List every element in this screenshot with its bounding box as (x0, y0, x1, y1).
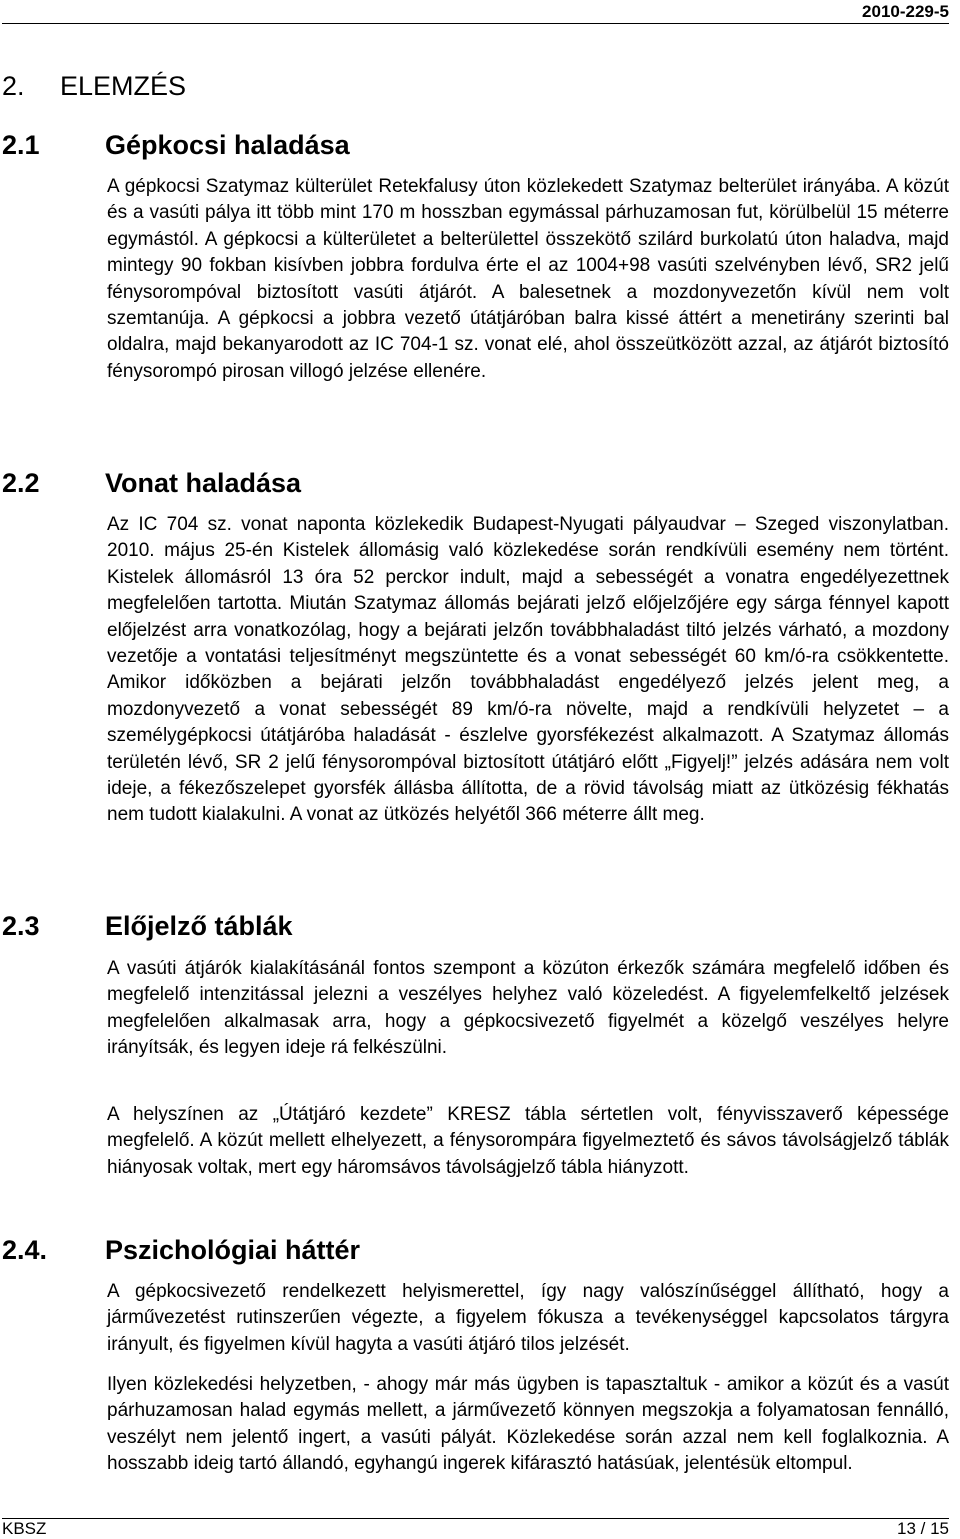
section-2-3-paragraph-1: A vasúti átjárók kialakításánál fontos szempont a közúton érkezők számára megfelelő időben és megfelelő intenzitással jelezni a veszélyes helyhez való közeledést. A figyelemfelkeltő jelzések megfelelően alkalmasak arra, hogy a gépkocsivezető figyelmét a közelgő veszélyes helyre irányítsák, és legyen ideje rá felkészülni. (107, 958, 949, 1059)
chapter-heading (2, 66, 186, 106)
section-number: 2.2 (2, 468, 40, 498)
page-number: 13 / 15 (897, 1519, 949, 1538)
section-heading-2-4 (2, 1232, 360, 1268)
section-2-3-paragraph-2: A helyszínen az „Útátjáró kezdete” KRESZ tábla sértetlen volt, fényvisszaverő képessége megfelelő. A közút mellett elhelyezett, a fénysorompára figyelmeztető és sávos távolságjelző táblák hiányosak voltak, mert egy háromsávos távolságjelző tábla hiányzott. (107, 1104, 949, 1178)
section-number: 2.1 (2, 130, 40, 160)
section-title: Pszichológiai háttér (105, 1235, 361, 1265)
section-heading-2-2 (2, 465, 301, 501)
section-title: Gépkocsi haladása (105, 130, 350, 160)
section-title: Vonat haladása (105, 468, 302, 498)
section-number: 2.3 (2, 911, 40, 941)
footer-organization: KBSZ (2, 1519, 47, 1538)
document-id: 2010-229-5 (862, 2, 949, 21)
section-number: 2.4. (2, 1235, 48, 1265)
chapter-number: 2. (2, 71, 25, 101)
header-divider (2, 23, 949, 24)
section-2-4-paragraph-2: Ilyen közlekedési helyzetben, - ahogy már más ügyben is tapasztaltuk - amikor a közút és a vasút párhuzamosan halad egymás mellett, a járművezető könnyen megszokja a folyamatosan fennálló, veszélyt nem jelentő ingert, a vasúti pályát. Közlekedése során azzal nem kell foglalkoznia. A hosszabb ideig tartó állandó, egyhangú ingerek kifárasztó hatásúak, jelentésük eltompul. (107, 1374, 949, 1475)
section-heading-2-3 (2, 908, 293, 944)
section-2-1-paragraph: A gépkocsi Szatymaz külterület Retekfalusy úton közlekedett Szatymaz belterület irányába. A közút és a vasúti pálya itt több mint 170 m hosszban egymással párhuzamosan fut, körülbelül 15 méterre egymástól. A gépkocsi a külterületet a belterülettel összekötő szilárd burkolatú úton haladva, majd mintegy 90 fokban kisívben jobbra fordulva érte el az 1004+98 vasúti szelvényben lévő, SR2 jelű fénysorompóval biztosított vasúti átjárót. A balesetnek a mozdonyvezetőn kívül nem volt szemtanúja. A gépkocsi a jobbra vezető útátjáróban balra kissé áttért a menetirány szerinti bal oldalra, majd bekanyarodott az IC 704-1 sz. vonat elé, ahol összeütközött azzal, az átjárót biztosító fénysorompó pirosan villogó jelzése ellenére. (107, 176, 949, 382)
section-title: Előjelző táblák (105, 911, 293, 941)
section-heading-2-1 (2, 127, 350, 163)
section-2-4-paragraph-1: A gépkocsivezető rendelkezett helyismerettel, így nagy valószínűséggel állítható, hogy a járművezetést rutinszerűen végezte, a figyelem fókusza a tevékenységgel kapcsolatos tárgyra irányult, és figyelmen kívül hagyta a vasúti átjáró tilos jelzését. (107, 1281, 949, 1355)
section-2-2-paragraph: Az IC 704 sz. vonat naponta közlekedik Budapest-Nyugati pályaudvar – Szeged viszonylatban. 2010. május 25-én Kistelek állomásig való közlekedése során rendkívüli esemény nem történt. Kistelek állomásról 13 óra 52 perckor indult, majd a sebességét a vonatra engedélyezettnek megfelelően tartotta. Miután Szatymaz állomás bejárati jelző előjelzőjére egy sárga fénnyel kapott előjelzést arra vonatkozólag, hogy a bejárati jelzőn továbbhaladást tiltó jelzés várható, a mozdony vezetője a vontatási teljesítményt megszüntette és a vonat sebességét 60 km/ó-ra csökkentette. Amikor időközben a bejárati jelzőn továbbhaladást engedélyező jelzés jelent meg, a mozdonyvezető a vonat sebességét 89 km/ó-ra növelte, majd a rendkívüli helyzetet – a személygépkocsi útátjáróba haladását - észlelve gyorsfékezést alkalmazott. A Szatymaz állomás területén lévő, SR 2 jelű fénysorompóval biztosított útátjáró előtt „Figyelj!” jelzés adására nem volt ideje, a fékezőszelepet gyorsfék állásba állította, de a rövid távolság miatt az ütközésig fékhatás nem tudott kialakulni. A vonat az ütközés helyétől 366 méterre állt meg. (107, 514, 949, 826)
chapter-title: ELEMZÉS (60, 71, 187, 101)
footer-divider (2, 1518, 949, 1519)
